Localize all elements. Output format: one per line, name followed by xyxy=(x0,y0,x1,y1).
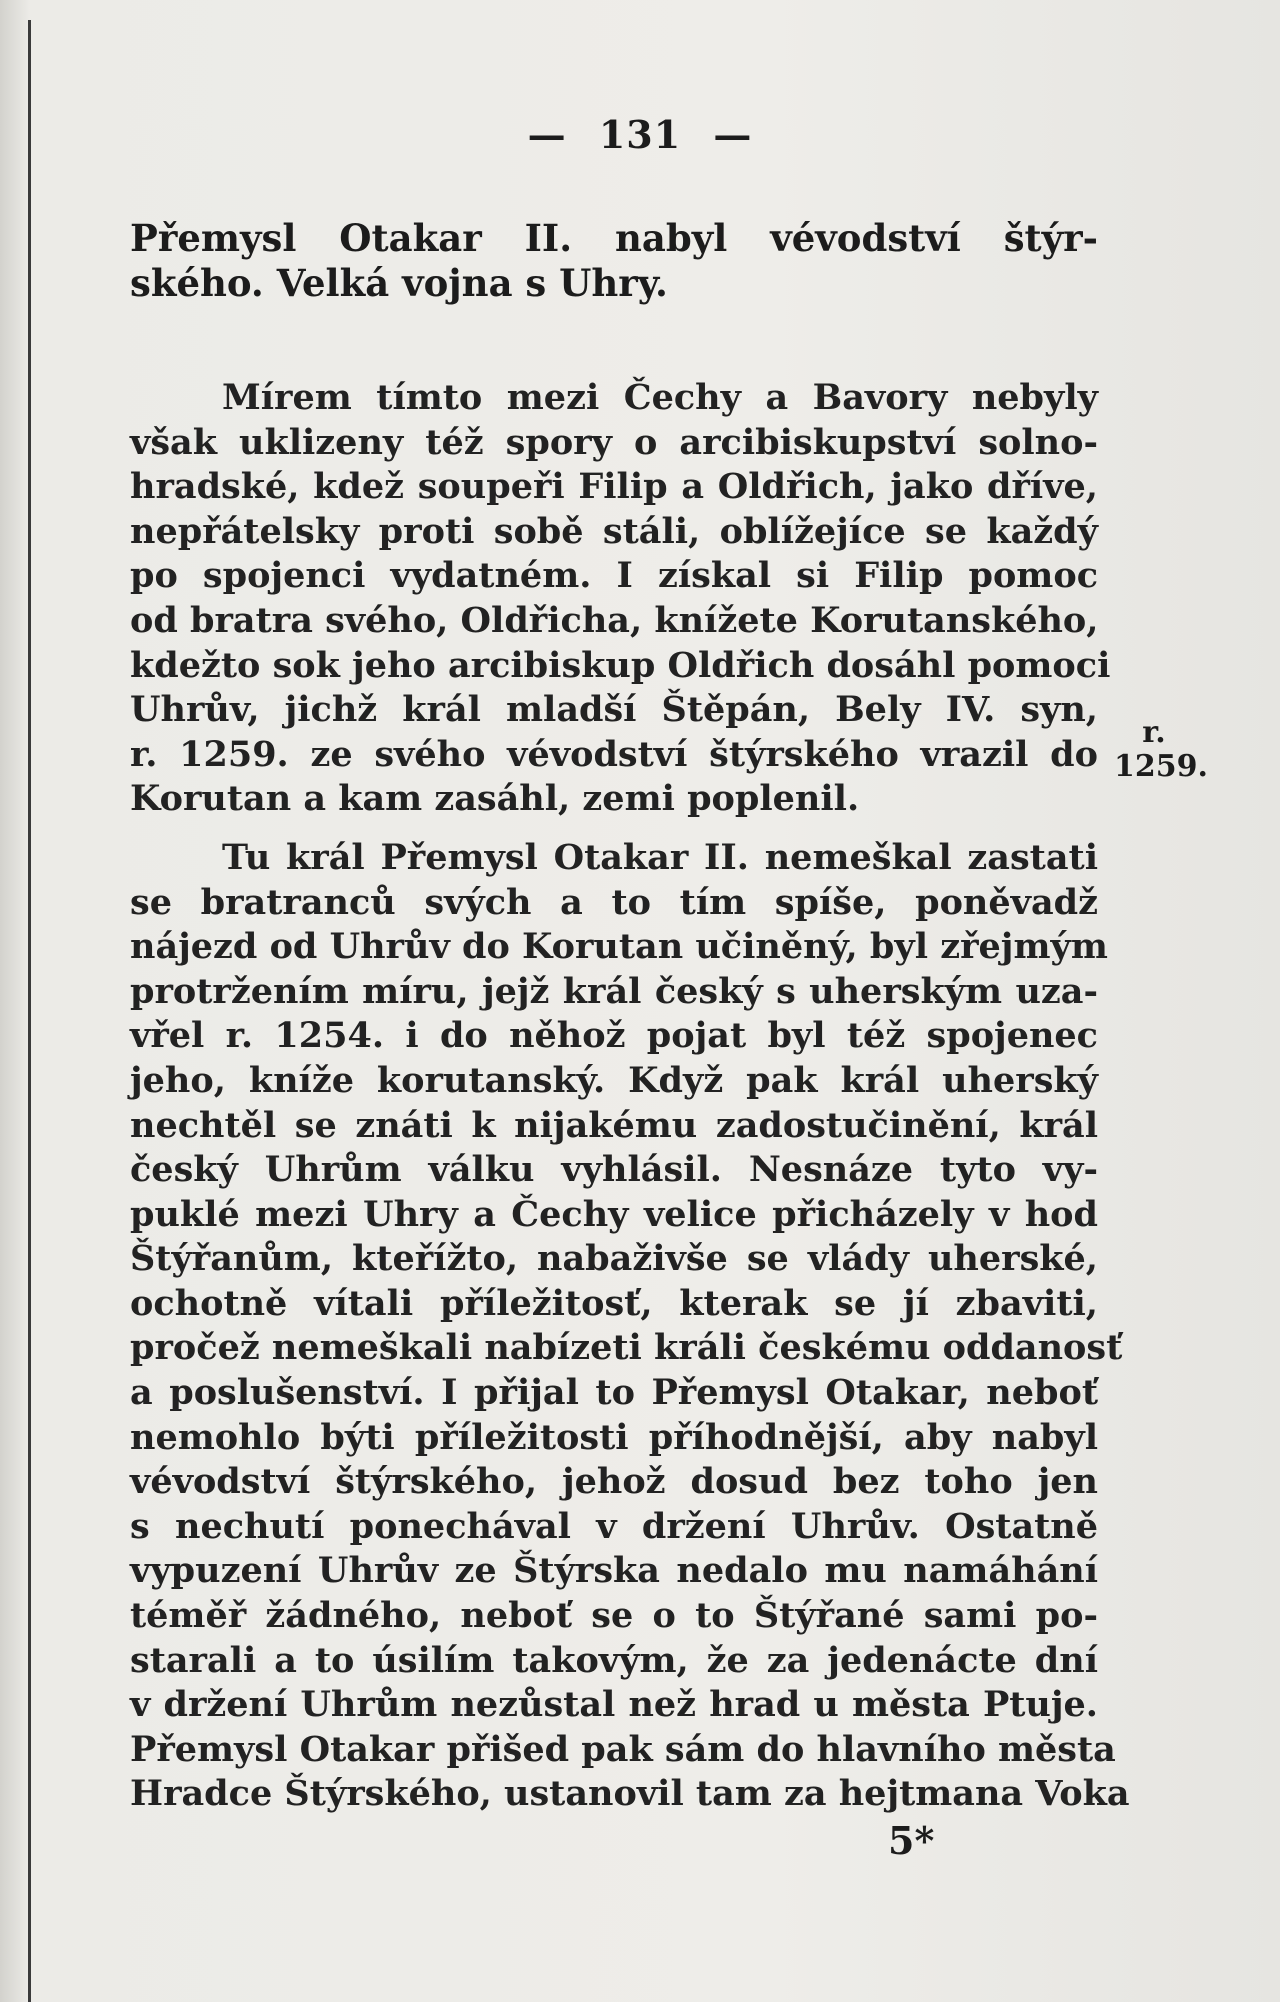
text-line: v držení Uhrům nezůstal než hrad u města Ptuje. xyxy=(130,1684,1098,1726)
text-line: nechtěl se znáti k nijakému zadostučinění, král xyxy=(130,1104,1098,1146)
paragraph-gap xyxy=(130,822,1098,836)
signature-mark: 5* xyxy=(888,1818,935,1863)
page-edge-rule xyxy=(28,20,31,2002)
text-line: Štýřanům, kteřížto, nabaživše se vlády uherské, xyxy=(130,1238,1098,1280)
header-dash-left: — xyxy=(527,112,567,157)
text-line: r. 1259. ze svého vévodství štýrského vrazil do xyxy=(130,733,1098,775)
text-line: vřel r. 1254. i do něhož pojat byl též spojenec xyxy=(130,1015,1098,1057)
text-line: Tu král Přemysl Otakar II. nemeškal zastati xyxy=(222,836,1098,878)
text-line: pročež nemeškali nabízeti králi českému oddanosť xyxy=(130,1327,1123,1369)
text-line: Hradce Štýrského, ustanovil tam za hejtmana Voka xyxy=(130,1773,1130,1815)
margin-year-note xyxy=(1114,715,1208,784)
text-line: český Uhrům válku vyhlásil. Nesnáze tyto vy- xyxy=(130,1149,1098,1191)
margin-note-year: 1259. xyxy=(1114,749,1208,784)
text-line: vévodství štýrského, jehož dosud bez toho jen xyxy=(130,1461,1098,1503)
text-line: nemohlo býti příležitosti příhodnější, aby nabyl xyxy=(130,1416,1098,1458)
paragraph-2 xyxy=(130,836,1130,1817)
text-line: Uhrův, jichž král mladší Štěpán, Bely IV. syn, xyxy=(130,689,1098,731)
text-line: hradské, kdež soupeři Filip a Oldřich, jako dříve, xyxy=(130,466,1098,508)
margin-note-abbrev: r. xyxy=(1142,715,1166,750)
text-line: téměř žádného, neboť se o to Štýřané sami po- xyxy=(130,1595,1098,1637)
page-header xyxy=(0,112,1280,157)
text-line: protržením míru, jejž král český s uherským uza- xyxy=(130,970,1098,1012)
text-line: však uklizeny též spory o arcibiskupství solno- xyxy=(130,421,1098,463)
text-line: s nechutí ponechával v držení Uhrův. Ostatně xyxy=(130,1505,1098,1547)
header-dash-right: — xyxy=(713,112,753,157)
text-line: nájezd od Uhrův do Korutan učiněný, byl zřejmým xyxy=(130,926,1108,968)
text-line: ochotně vítali příležitosť, kterak se jí zbaviti, xyxy=(130,1282,1098,1324)
text-line: kdežto sok jeho arcibiskup Oldřich dosáhl pomoci xyxy=(130,644,1111,686)
text-line: a poslušenství. I přijal to Přemysl Otakar, neboť xyxy=(130,1372,1098,1414)
text-line: Korutan a kam zasáhl, zemi poplenil. xyxy=(130,778,860,820)
text-line: starali a to úsilím takovým, že za jedenácte dní xyxy=(130,1639,1098,1681)
title-line: ského. Velká vojna s Uhry. xyxy=(130,260,668,305)
text-line: Přemysl Otakar přišed pak sám do hlavního města xyxy=(130,1728,1116,1770)
paragraph-1 xyxy=(130,376,1111,822)
text-line: vypuzení Uhrův ze Štýrska nedalo mu namáhání xyxy=(130,1550,1098,1592)
text-line: puklé mezi Uhry a Čechy velice přicházely v hod xyxy=(130,1193,1098,1235)
page-number: 131 xyxy=(598,112,682,157)
text-line: od bratra svého, Oldřicha, knížete Korutanského, xyxy=(130,599,1099,641)
text-line: nepřátelsky proti sobě stáli, oblížejíce se každý xyxy=(130,510,1098,552)
title-line: Přemysl Otakar II. nabyl vévodství štýr- xyxy=(130,216,1098,260)
text-line: jeho, kníže korutanský. Když pak král uherský xyxy=(130,1059,1098,1101)
chapter-title xyxy=(130,216,1098,305)
text-line: po spojenci vydatném. I získal si Filip pomoc xyxy=(130,555,1098,597)
text-line: Mírem tímto mezi Čechy a Bavory nebyly xyxy=(222,377,1098,418)
text-line: se bratranců svých a to tím spíše, poněvadž xyxy=(130,881,1098,923)
body-text xyxy=(130,376,1130,1817)
